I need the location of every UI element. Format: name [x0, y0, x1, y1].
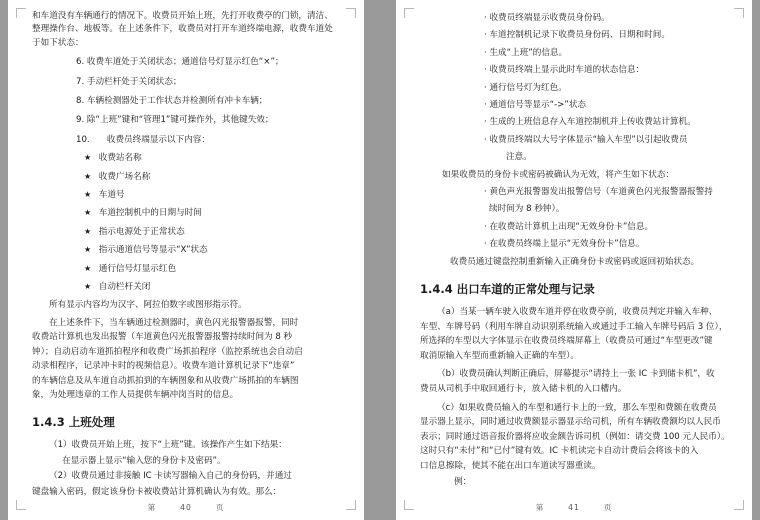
document-page-left [8, 0, 364, 520]
star-item-label: 收费站名称 [98, 153, 142, 164]
star-bullet-icon: ★ [84, 190, 92, 200]
page-footer [8, 501, 364, 514]
numbered-item: 9. 除“上班”键和“管理1”键可操作外，其他键失效； [76, 115, 274, 126]
text-line: 收费员通过键盘控制重新输入正确身份卡或密码或返回初始状态。 [450, 256, 700, 267]
text-line: 车型、车牌号码（利用车牌自动识别系统输入或通过手工输入车牌号码后 3 位）， [420, 321, 728, 332]
bullet-continuation: 注意。 [506, 152, 532, 163]
text-line: 在上述条件下，当车辆通过检测器时，黄色闪光报警器报警，同时 [49, 317, 299, 328]
star-bullet-icon: ★ [84, 153, 92, 163]
star-item-label: 指示电源处于正常状态 [98, 226, 185, 237]
text-line: （a）当某一辆车驶入收费车道并停在收费亭前，收费员判定并输入车种、 [437, 307, 718, 318]
text-line: 收费站计算机也发出报警（车道黄色闪光报警器报警持续时间为 8 秒 [32, 332, 293, 343]
footer-di: 第 [147, 502, 157, 512]
numbered-list [32, 56, 348, 147]
star-item [84, 151, 348, 165]
star-bullet-icon: ★ [84, 208, 92, 218]
bullet-item: · 收费员终端上显示此时车道的状态信息： [484, 65, 645, 76]
numbered-item: 10. 收费员终端显示以下内容： [76, 134, 210, 145]
page-content [32, 10, 348, 499]
star-item [84, 280, 348, 294]
numbered-item: 7. 手动栏杆处于关闭状态； [76, 76, 182, 87]
page-content [420, 10, 736, 489]
bullet-continuation: 续时间为 8 秒钟）。 [489, 204, 565, 215]
star-bullet-icon: ★ [84, 226, 92, 236]
document-page-right [396, 0, 752, 520]
bullet-item: · 通道信号等显示“->”状态 [484, 100, 587, 111]
text-line: 在显示器上显示“输入您的身份卡及密码”。 [62, 455, 226, 466]
text-line: 表示；同时通过语音报价器将应收金额告诉司机（例如：请交费 100 元人民币）。 [420, 431, 730, 442]
footer-page-number: 40 [180, 502, 192, 512]
bullet-item: · 黄色声光报警器发出报警信号（车道黄色闪光报警器报警持 [484, 187, 713, 198]
star-item-label: 车道控制机中的日期与时间 [98, 208, 202, 219]
text-line: 取消原输入车型而重新输入正确的车型）。 [420, 350, 579, 361]
footer-ye: 页 [603, 502, 613, 512]
star-item-label: 自动栏杆关闭 [98, 282, 151, 293]
numbered-item: 6. 收费车道处于关闭状态；通道信号灯显示红色“×”； [76, 57, 284, 68]
footer-page-number: 41 [568, 502, 580, 512]
bullet-item: · 收费员终端显示收费员身份码。 [484, 13, 610, 23]
star-bullet-icon: ★ [84, 171, 92, 181]
star-item [84, 206, 348, 220]
invalid-bullet-list [420, 186, 736, 252]
star-bullet-icon: ★ [84, 282, 92, 292]
text-line: 整理操作台、地板等。在上述条件下，收费员对打开车道终端电源，收费车道处 [32, 24, 333, 35]
text-line: 口信息擦除，使其不能在出口车道读写器重读。 [420, 461, 601, 472]
paragraph-b [420, 367, 736, 396]
text-line: 键盘输入密码，假定该身份卡被收费站计算机确认为有效。那么： [32, 486, 282, 497]
text-line: 的车辆信息及从车道自动抓拍到的车辆图象和从收费广场抓拍的车辆图 [32, 375, 299, 386]
section-heading: 1.4.4 出口车道的正常处理与记录 [420, 282, 595, 297]
text-line: 于如下状态： [32, 37, 84, 48]
text-line: 费员从司机手中取回通行卡，放入储卡机的入口槽内。 [420, 384, 627, 395]
text-line: 如果收费员的身份卡或密码被确认为无效，将产生如下状态： [442, 169, 675, 180]
star-item-label: 收费广场名称 [98, 171, 151, 182]
star-item [84, 243, 348, 257]
bullet-item: · 在收费站计算机上出现“无效身份卡”信息。 [484, 221, 654, 232]
text-line: 动录相程序，记录冲卡时的视频信息）。收费车道计算机记录下“违章” [32, 361, 295, 372]
text-line: （2）收费员通过非接触 IC 卡读写器输入自己的身份码，并通过 [49, 471, 292, 482]
bullet-item: · 生成“上班”的信息。 [484, 47, 568, 58]
bullet-item: · 车道控制机记录下收费员身份码、日期和时间。 [484, 30, 670, 41]
star-list [32, 151, 348, 294]
footer-ye: 页 [215, 502, 225, 512]
text-line: （b）收费员确认判断正确后，屏幕提示“请持上一张 IC 卡到储卡机”，收 [437, 369, 715, 380]
bullet-item: · 收费员终端以大号字体显示“输入车型”以引起收费员 [484, 134, 688, 145]
star-item [84, 188, 348, 202]
star-item [84, 170, 348, 184]
bullet-item: · 生成的上班信息存入车道控制机并上传收费站计算机。 [484, 117, 696, 128]
footer-di: 第 [535, 502, 545, 512]
text-line: 这时只有“未付”和“已付”键有效。IC 卡机读完卡自动计费后会将该卡的入 [420, 446, 699, 457]
paragraph-a [420, 305, 736, 363]
crop-mark [404, 8, 414, 18]
text-line: 象，为处理违章的工作人员提供车辆冲岗当时的信息。 [32, 389, 239, 400]
section-heading: 1.4.3 上班处理 [32, 415, 115, 430]
paragraph-c [420, 401, 736, 474]
text-line: （c）如果收费员输入的车型和通行卡上的一致，那么车型和费额在收费员 [437, 402, 717, 413]
text-line: 所选择的车型以大字体显示在收费员终端屏幕上（收费员可通过“车型更改”键 [420, 336, 713, 347]
star-item [84, 225, 348, 239]
text-line: （1）收费员开始上班，按下“上班”键。该操作产生如下结果： [49, 440, 287, 451]
page-footer [396, 501, 752, 514]
star-bullet-icon: ★ [84, 263, 92, 273]
text-line: 和车道没有车辆通行的情况下。收费员开始上班，先打开收费亭的门锁，清洁、 [32, 11, 333, 21]
example-label: 例： [454, 476, 472, 487]
bullet-item: · 通行信号灯为红色。 [484, 82, 567, 93]
star-bullet-icon: ★ [84, 245, 92, 255]
numbered-item: 8. 车辆检测器处于工作状态并检测所有冲卡车辆； [76, 96, 268, 107]
star-item-label: 指示通道信号等显示“X”状态 [98, 245, 208, 256]
bullet-list [420, 12, 736, 165]
star-item [84, 262, 348, 276]
text-line: 显示器上显示，同时通过收费额显示器显示给司机，所有车辆收费额均以人民币 [420, 417, 721, 428]
bullet-item: · 在收费员终端上显示“无效身份卡”信息。 [484, 239, 645, 250]
star-item-label: 通行信号灯显示红色 [98, 263, 177, 274]
text-line: 钟）；自动启动车道抓拍程序和收费广场抓拍程序（监控系统也会自动启 [32, 346, 303, 357]
alarm-paragraph [32, 316, 348, 402]
note-line: 所有显示内容均为汉字、阿拉伯数字或图形指示符。 [49, 299, 247, 310]
crop-mark [16, 8, 26, 18]
star-item-label: 车道号 [98, 190, 125, 201]
